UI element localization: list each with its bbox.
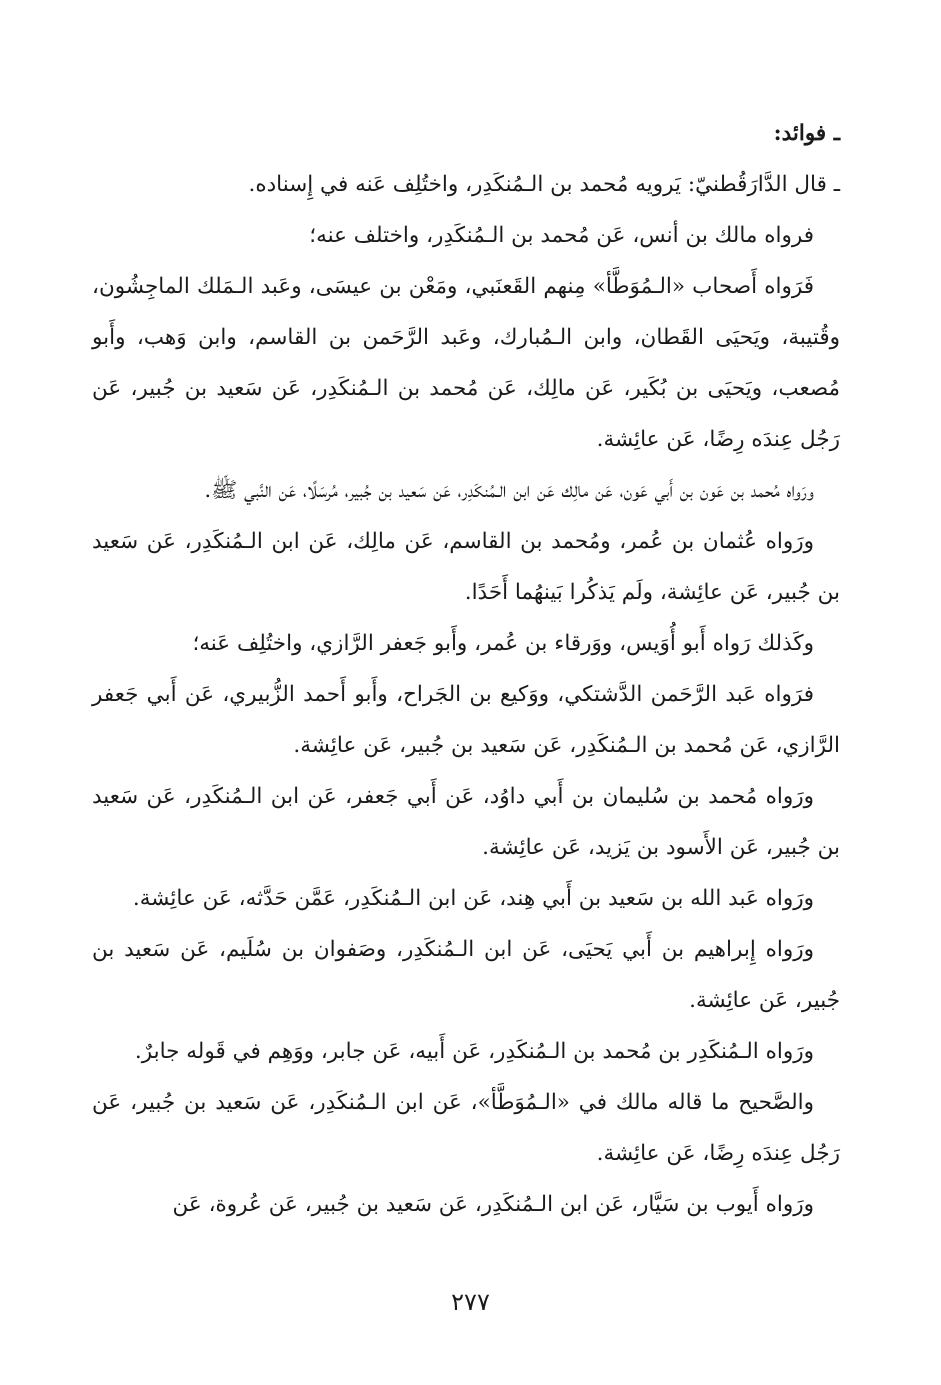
paragraph: ورَواه إِبراهيم بن أَبي يَحيَى، عَن ابن الـمُنكَدِر، وصَفوان بن سُلَيم، عَن سَعيد بن جُبير، عَن عائِشة. — [92, 937, 840, 1013]
paragraph: ورَواه الـمُنكَدِر بن مُحمد بن الـمُنكَدِر، عَن أَبيه، عَن جابر، ووَهِم في قَوله جابرٌ. — [134, 1039, 814, 1064]
paragraph: فَرَواه أَصحاب «الـمُوَطَّأ» مِنهم القَعنَبي، ومَعْن بن عيسَى، وعَبد الـمَلك الماجِشُون، وقُتيبة، ويَحيَى القَطان، وابن الـمُبارك، وعَبد الرَّحَمن بن القاسم، وابن وَهب، وأَبو مُصعب، ويَحيَى بن بُكَير، عَن مالِك، عَن مُحمد بن الـمُنكَدِر، عَن سَعيد بن جُبير، عَن رَجُل عِندَه رِضًا، عَن عائِشة. — [92, 274, 840, 452]
paragraph: وكَذلك رَواه أَبو أُوَيس، ووَرقاء بن عُمر، وأَبو جَعفر الرَّازي، واختُلِف عَنه؛ — [192, 631, 814, 656]
section-heading: ـ فوائد: — [773, 121, 840, 146]
paragraph: ورَواه عُثمان بن عُمر، ومُحمد بن القاسم، عَن مالِك، عَن ابن الـمُنكَدِر، عَن سَعيد بن جُبير، عَن عائِشة، ولَم يَذكُرا بَينهُما أَحَدًا. — [92, 529, 840, 605]
page-body — [92, 108, 840, 1230]
paragraph: ورَواه أَيوب بن سَيَّار، عَن ابن الـمُنكَدِر، عَن سَعيد بن جُبير، عَن عُروة، عَن — [172, 1192, 814, 1217]
paragraph: ورَواه مُحمد بن عَون بن أَبي عَون، عَن مالِك عَن ابن الـمُنكَدِر، عَن سَعيد بن جُبير، مُرسَلًا، عَن النَّبي ﷺ. — [204, 478, 814, 503]
paragraph: ورَواه عَبد الله بن سَعيد بن أَبي هِند، عَن ابن الـمُنكَدِر، عَمَّن حَدَّثه، عَن عائِشة. — [132, 886, 814, 911]
paragraph: والصَّحيح ما قاله مالك في «الـمُوَطَّأ»، عَن ابن الـمُنكَدِر، عَن سَعيد بن جُبير، عَن رَجُل عِندَه رِضًا، عَن عائِشة. — [92, 1090, 840, 1166]
page-number: ٢٧٧ — [451, 1288, 490, 1316]
paragraph: ورَواه مُحمد بن سُليمان بن أَبي داوُد، عَن أَبي جَعفر، عَن ابن الـمُنكَدِر، عَن سَعيد بن جُبير، عَن الأَسود بن يَزيد، عَن عائِشة. — [92, 784, 840, 860]
paragraph: فرواه مالك بن أنس، عَن مُحمد بن الـمُنكَدِر، واختلف عنه؛ — [309, 223, 814, 248]
paragraph: فرَواه عَبد الرَّحَمن الدَّشتكي، ووَكيع بن الجَراح، وأَبو أَحمد الزُّبيري، عَن أَبي جَعفر الرَّازي، عَن مُحمد بن الـمُنكَدِر، عَن سَعيد بن جُبير، عَن عائِشة. — [92, 682, 840, 758]
paragraph: ـ قال الدَّارَقُطنيّ: يَرويه مُحمد بن الـمُنكَدِر، واختُلِف عَنه في إِسناده. — [248, 172, 840, 197]
